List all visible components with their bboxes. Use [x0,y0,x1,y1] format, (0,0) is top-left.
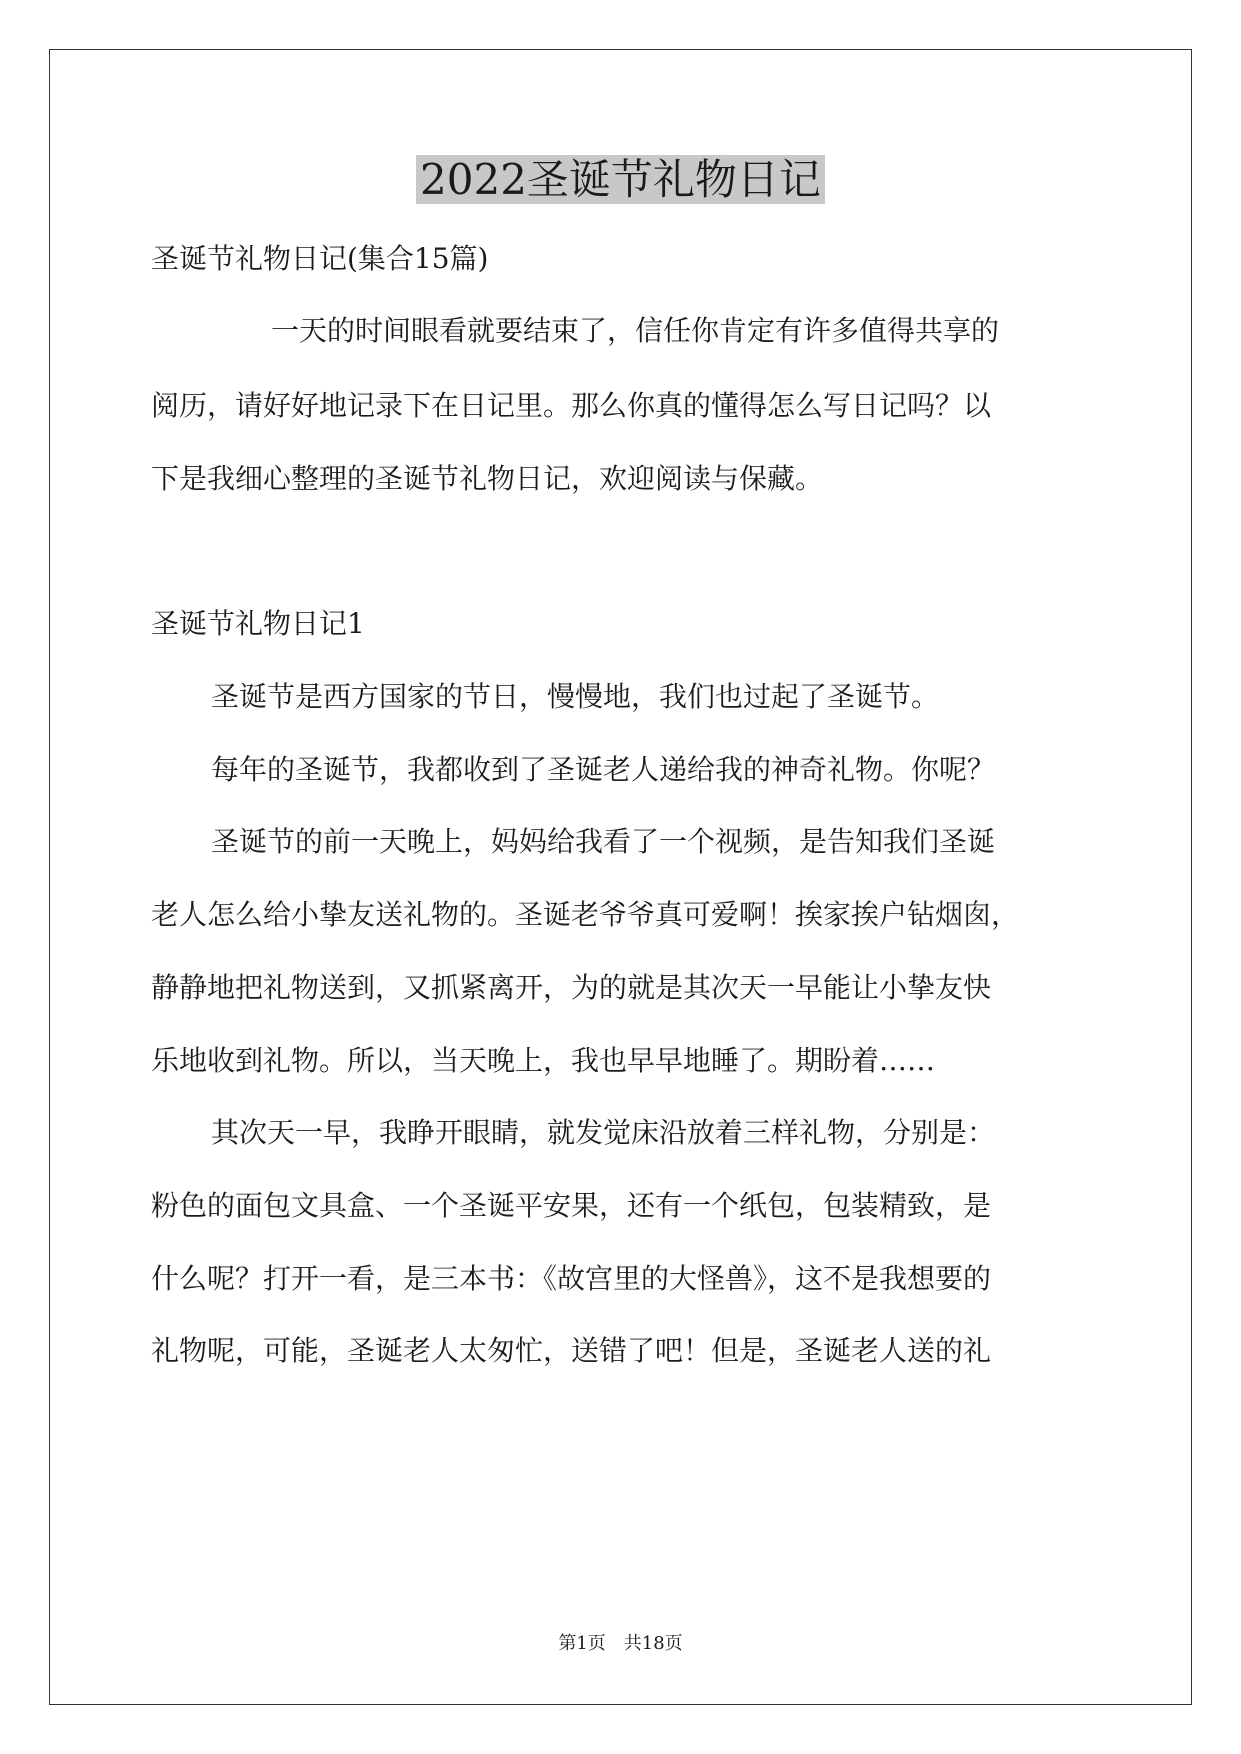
section-heading: 圣诞节礼物日记1 [151,607,365,640]
body-line-7: 其次天一早，我睁开眼睛，就发觉床沿放着三样礼物，分别是： [211,1116,996,1149]
page-number-footer: 第1页 共18页 [558,1633,683,1654]
body-line-9: 什么呢？打开一看，是三本书：《故宫里的大怪兽》，这不是我想要的 [151,1262,992,1295]
body-line-6: 乐地收到礼物。所以，当天晚上，我也早早地睡了。期盼着…… [151,1044,936,1077]
body-line-3: 圣诞节的前一天晚上，妈妈给我看了一个视频，是告知我们圣诞 [211,825,996,858]
document-title: 2022圣诞节礼物日记 [0,152,1241,208]
body-line-2: 每年的圣诞节，我都收到了圣诞老人递给我的神奇礼物。你呢？ [211,753,996,786]
body-line-8: 粉色的面包文具盒、一个圣诞平安果，还有一个纸包，包装精致，是 [151,1189,992,1222]
page-border [49,49,1192,1705]
intro-line-3: 下是我细心整理的圣诞节礼物日记，欢迎阅读与保藏。 [151,462,824,495]
body-line-5: 静静地把礼物送到，又抓紧离开，为的就是其次天一早能让小挚友快 [151,971,992,1004]
body-line-10: 礼物呢，可能，圣诞老人太匆忙，送错了吧！但是，圣诞老人送的礼 [151,1334,992,1367]
document-subtitle: 圣诞节礼物日记(集合15篇) [151,242,489,275]
intro-line-2: 阅历，请好好地记录下在日记里。那么你真的懂得怎么写日记吗？以 [151,389,992,422]
body-line-4: 老人怎么给小挚友送礼物的。圣诞老爷爷真可爱啊！挨家挨户钻烟囱， [151,898,1020,931]
body-line-1: 圣诞节是西方国家的节日，慢慢地，我们也过起了圣诞节。 [211,680,940,713]
intro-line-1: 一天的时间眼看就要结束了，信任你肯定有许多值得共享的 [271,314,1000,347]
